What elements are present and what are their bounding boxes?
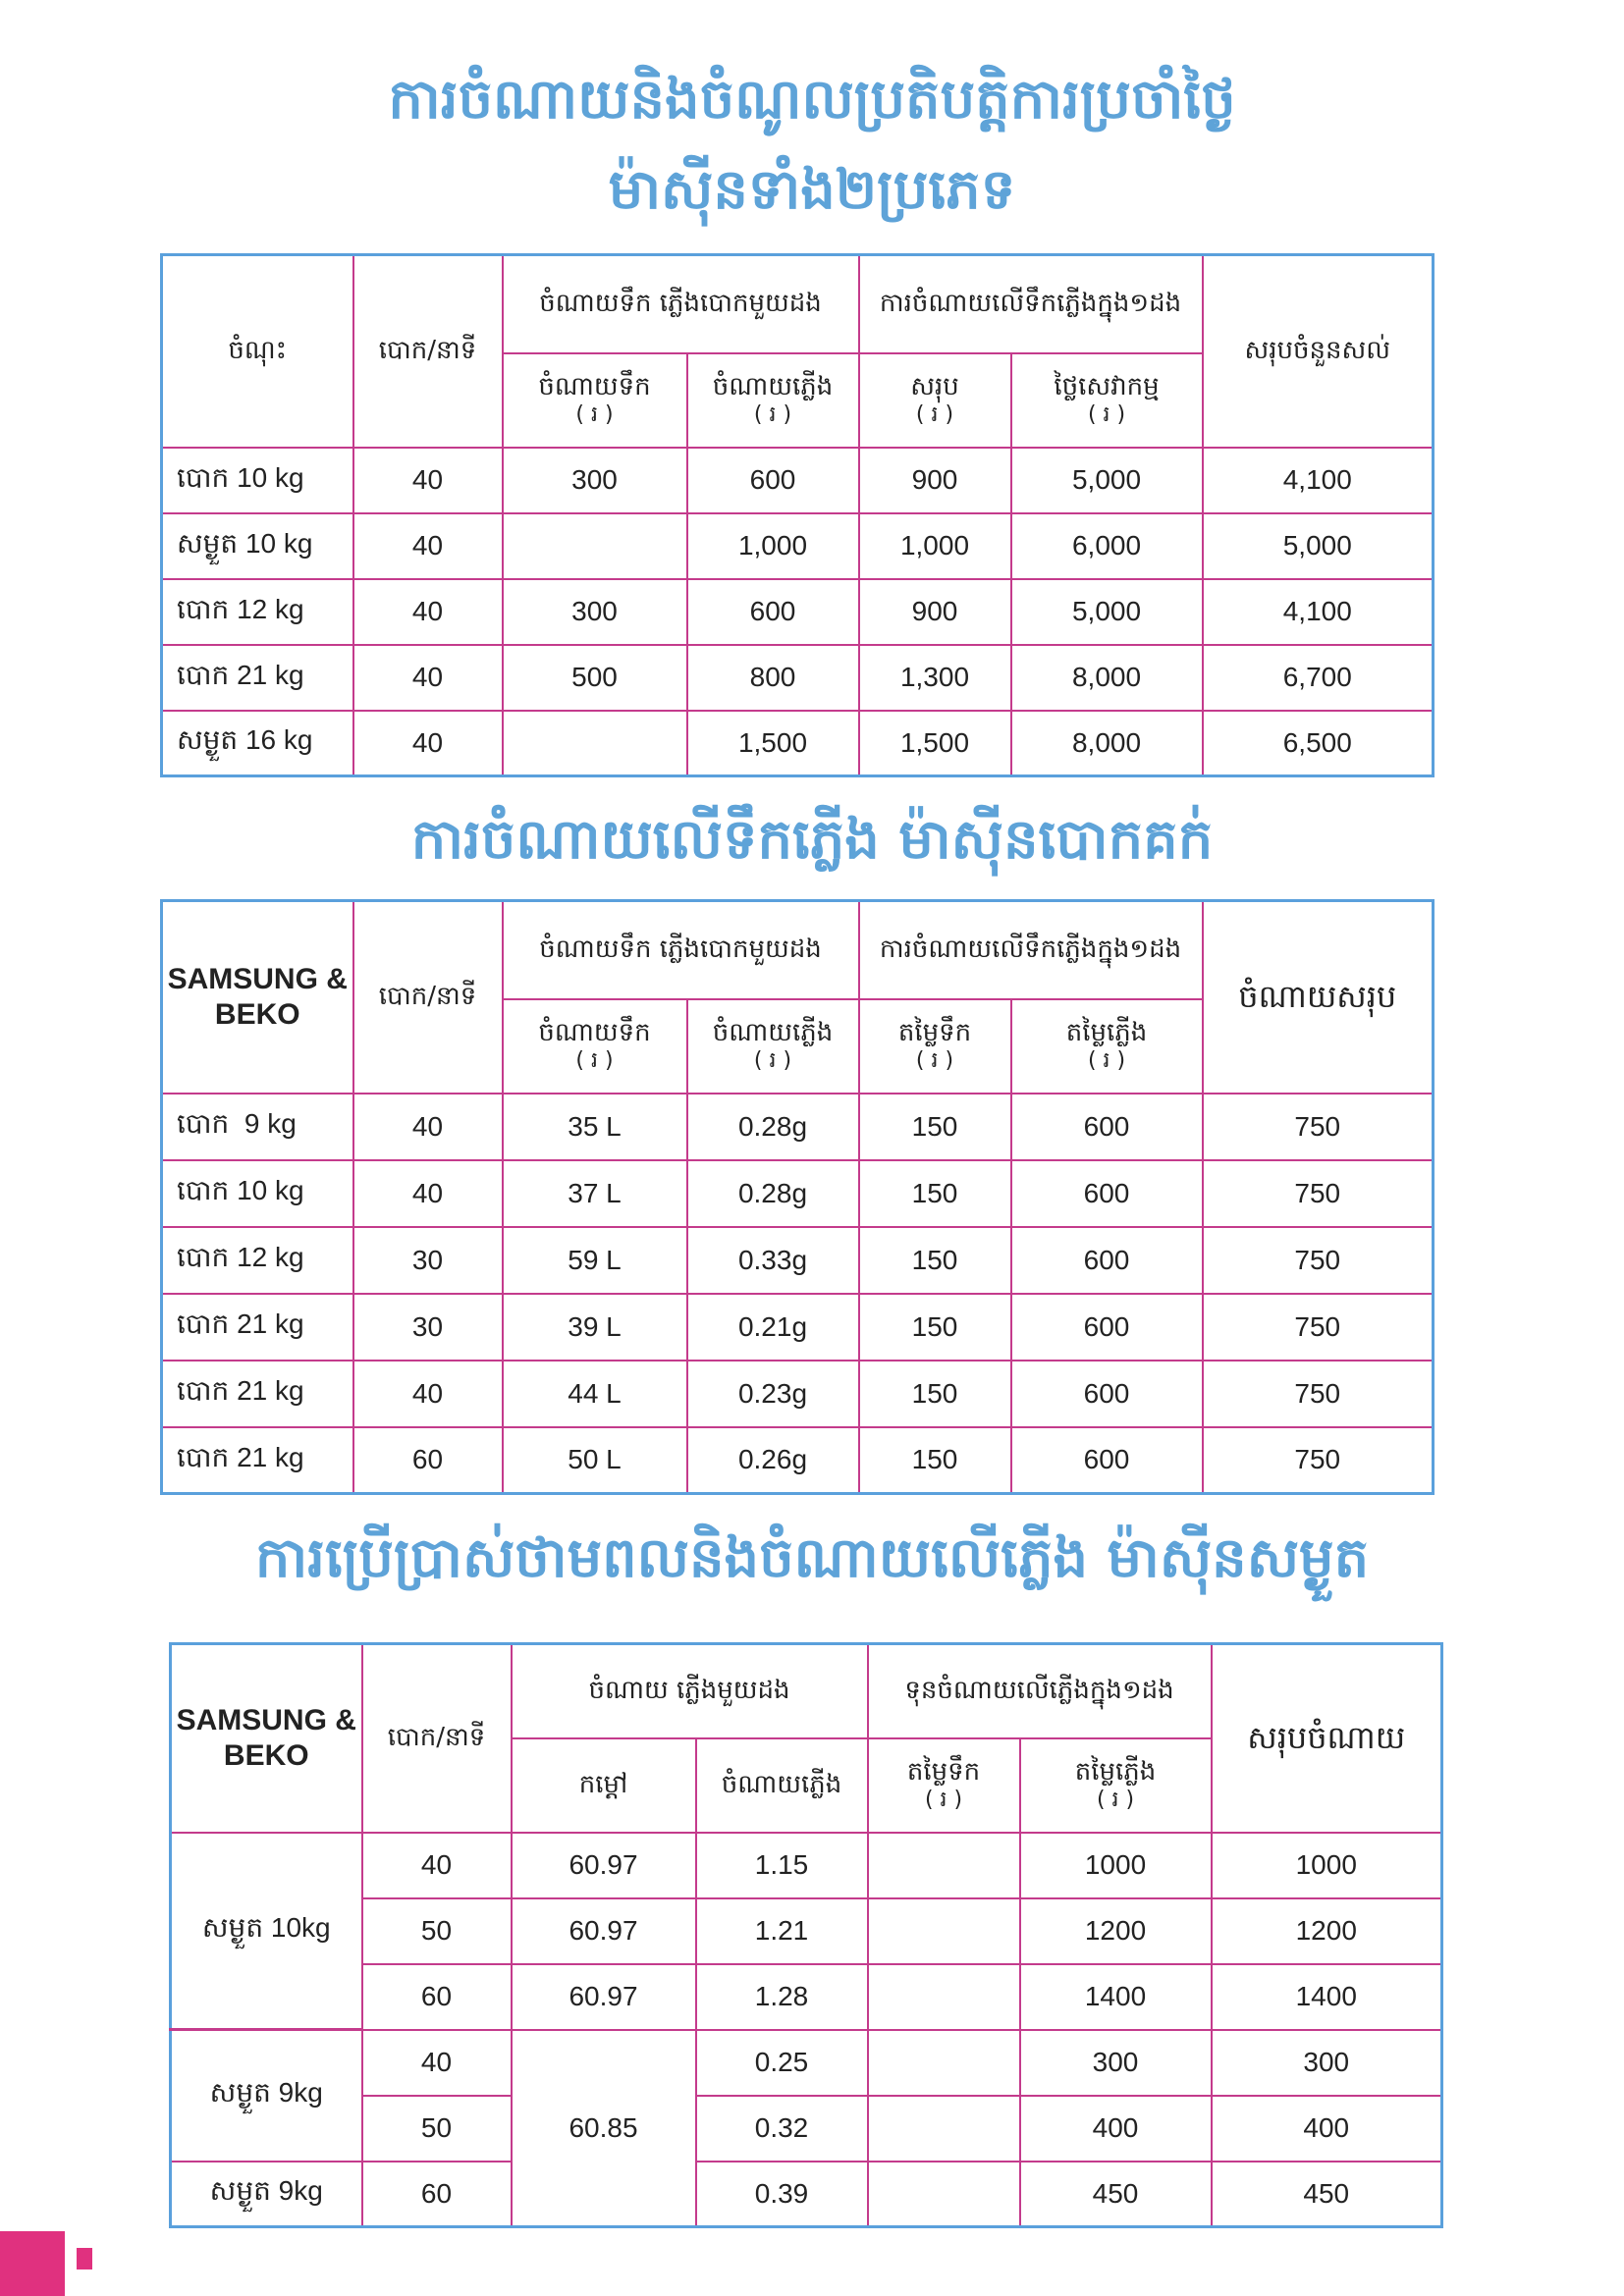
header-brand: SAMSUNG & BEKO bbox=[171, 1644, 362, 1833]
dryer-energy-table bbox=[169, 1642, 1443, 2228]
cell-water: 44 L bbox=[503, 1361, 687, 1427]
cell-sum: 1,000 bbox=[859, 513, 1011, 579]
cell-total: 400 bbox=[1212, 2096, 1442, 2162]
unit-label: ( រ ) bbox=[924, 1787, 963, 1812]
cell-total: 750 bbox=[1203, 1361, 1434, 1427]
cell-water bbox=[503, 711, 687, 776]
cell-power: 0.39 bbox=[696, 2162, 868, 2227]
cell-water: 500 bbox=[503, 645, 687, 711]
unit-label: ( រ ) bbox=[753, 1047, 792, 1073]
cell-item: បោក 12 kg bbox=[162, 1227, 353, 1294]
cell-item: បោក 12 kg bbox=[162, 579, 353, 645]
header-wash-minutes: បោក/នាទី bbox=[353, 255, 503, 448]
table-row bbox=[171, 1898, 1442, 1964]
cell-power: 1.21 bbox=[696, 1898, 868, 1964]
cell-water: 37 L bbox=[503, 1160, 687, 1227]
header-sum-label: សរុប bbox=[910, 371, 959, 401]
cell-water-price: 150 bbox=[859, 1160, 1011, 1227]
header-wash-minutes: បោក/នាទី bbox=[362, 1644, 512, 1833]
cell-sum: 1,500 bbox=[859, 711, 1011, 776]
cell-power: 0.28g bbox=[687, 1094, 859, 1160]
table-row bbox=[171, 2030, 1442, 2096]
cell-power: 0.26g bbox=[687, 1427, 859, 1494]
cell-power: 600 bbox=[687, 579, 859, 645]
corner-accent bbox=[0, 2231, 65, 2296]
cell-water: 300 bbox=[503, 579, 687, 645]
cell-minutes: 40 bbox=[353, 711, 503, 776]
cell-water bbox=[503, 513, 687, 579]
cell-item: សម្ងួត 16 kg bbox=[162, 711, 353, 776]
cell-power-price: 600 bbox=[1011, 1294, 1203, 1361]
cell-water-price: 150 bbox=[859, 1427, 1011, 1494]
cell-total: 1000 bbox=[1212, 1833, 1442, 1898]
cell-water: 39 L bbox=[503, 1294, 687, 1361]
cell-power: 0.33g bbox=[687, 1227, 859, 1294]
cell-power-price: 1400 bbox=[1020, 1964, 1212, 2030]
unit-label: ( រ ) bbox=[575, 401, 614, 427]
cell-power-price: 450 bbox=[1020, 2162, 1212, 2227]
cell-minutes: 50 bbox=[362, 2096, 512, 2162]
header-water-price bbox=[868, 1738, 1020, 1833]
cell-power: 1,000 bbox=[687, 513, 859, 579]
cell-minutes: 40 bbox=[362, 1833, 512, 1898]
header-per-dry-cost: ចំណាយ ភ្លើងមួយដង bbox=[512, 1644, 868, 1738]
table-row bbox=[162, 1094, 1434, 1160]
table-row bbox=[162, 1227, 1434, 1294]
cell-sum: 1,300 bbox=[859, 645, 1011, 711]
cell-power: 0.25 bbox=[696, 2030, 868, 2096]
cell-power-price: 600 bbox=[1011, 1227, 1203, 1294]
cell-item: បោក 10 kg bbox=[162, 448, 353, 513]
cell-minutes: 40 bbox=[353, 1094, 503, 1160]
cell-service: 8,000 bbox=[1011, 645, 1203, 711]
cell-heat-merged: 60.85 bbox=[512, 2030, 696, 2227]
cell-power-price: 1200 bbox=[1020, 1898, 1212, 1964]
header-power: ចំណាយភ្លើង bbox=[696, 1738, 868, 1833]
header-per-wash-cost: ចំណាយទឹក ភ្លើងបោកមួយដង bbox=[503, 901, 859, 999]
header-utility-cost: ការចំណាយលើទឹកភ្លើងក្នុង១ដង bbox=[859, 901, 1203, 999]
header-power-label: ចំណាយភ្លើង bbox=[712, 371, 834, 401]
cell-power: 600 bbox=[687, 448, 859, 513]
washer-utility-table bbox=[160, 899, 1435, 1495]
cell-service: 6,000 bbox=[1011, 513, 1203, 579]
cell-water-price bbox=[868, 2096, 1020, 2162]
header-sum bbox=[859, 353, 1011, 448]
header-power-price bbox=[1011, 999, 1203, 1094]
cell-water: 59 L bbox=[503, 1227, 687, 1294]
cell-water-price bbox=[868, 1898, 1020, 1964]
header-service-label: ថ្លៃសេវាកម្ម bbox=[1054, 371, 1160, 401]
cell-item: បោក 9 kg bbox=[162, 1094, 353, 1160]
table-row bbox=[171, 2096, 1442, 2162]
header-heat: កម្តៅ bbox=[512, 1738, 696, 1833]
corner-accent-small bbox=[77, 2248, 92, 2269]
cell-minutes: 50 bbox=[362, 1898, 512, 1964]
cell-power: 0.21g bbox=[687, 1294, 859, 1361]
cell-total: 1400 bbox=[1212, 1964, 1442, 2030]
header-power-price-label: តម្លៃភ្លើង bbox=[1065, 1017, 1148, 1047]
header-water-price bbox=[859, 999, 1011, 1094]
header-water-label: ចំណាយទឹក bbox=[538, 371, 651, 401]
cell-water-price bbox=[868, 2030, 1020, 2096]
cell-water-price: 150 bbox=[859, 1094, 1011, 1160]
header-service bbox=[1011, 353, 1203, 448]
cell-power-price: 1000 bbox=[1020, 1833, 1212, 1898]
cell-service: 8,000 bbox=[1011, 711, 1203, 776]
cell-power: 0.28g bbox=[687, 1160, 859, 1227]
header-water bbox=[503, 353, 687, 448]
cell-water-price bbox=[868, 1964, 1020, 2030]
cell-total: 4,100 bbox=[1203, 579, 1434, 645]
cell-item: បោក 21 kg bbox=[162, 645, 353, 711]
cell-minutes: 40 bbox=[353, 448, 503, 513]
cell-minutes: 30 bbox=[353, 1294, 503, 1361]
cell-heat: 60.97 bbox=[512, 1833, 696, 1898]
header-power bbox=[687, 999, 859, 1094]
cell-power-price: 600 bbox=[1011, 1361, 1203, 1427]
header-total-cost: ចំណាយសរុប bbox=[1203, 901, 1434, 1094]
cell-total: 750 bbox=[1203, 1294, 1434, 1361]
table-row bbox=[162, 1160, 1434, 1227]
table-row bbox=[162, 1427, 1434, 1494]
cell-service: 5,000 bbox=[1011, 448, 1203, 513]
unit-label: ( រ ) bbox=[1087, 401, 1126, 427]
table-row bbox=[162, 448, 1434, 513]
cell-minutes: 40 bbox=[353, 645, 503, 711]
cell-total: 450 bbox=[1212, 2162, 1442, 2227]
cell-item: បោក 21 kg bbox=[162, 1294, 353, 1361]
cell-total: 6,700 bbox=[1203, 645, 1434, 711]
cell-minutes: 60 bbox=[362, 2162, 512, 2227]
cell-total: 300 bbox=[1212, 2030, 1442, 2096]
cell-power-price: 300 bbox=[1020, 2030, 1212, 2096]
cell-total: 5,000 bbox=[1203, 513, 1434, 579]
cell-group-dryer-10kg: សម្ងួត 10kg bbox=[171, 1833, 362, 2030]
cell-water-price bbox=[868, 1833, 1020, 1898]
header-water bbox=[503, 999, 687, 1094]
cell-power-price: 600 bbox=[1011, 1160, 1203, 1227]
header-brand: SAMSUNG & BEKO bbox=[162, 901, 353, 1094]
table-row bbox=[171, 1964, 1442, 2030]
cell-water: 50 L bbox=[503, 1427, 687, 1494]
cell-group-dryer-9kg-b: សម្ងួត 9kg bbox=[171, 2162, 362, 2227]
unit-label: ( រ ) bbox=[1087, 1047, 1126, 1073]
header-water-price-label: តម្លៃទឹក bbox=[897, 1017, 972, 1047]
cell-total: 1200 bbox=[1212, 1898, 1442, 1964]
daily-operation-table bbox=[160, 253, 1435, 777]
cell-power-price: 600 bbox=[1011, 1427, 1203, 1494]
cell-power: 0.32 bbox=[696, 2096, 868, 2162]
cell-total: 6,500 bbox=[1203, 711, 1434, 776]
page-title-line2: ម៉ាស៊ីនទាំង២ប្រភេទ bbox=[608, 158, 1016, 222]
cell-power: 1.28 bbox=[696, 1964, 868, 2030]
cell-sum: 900 bbox=[859, 579, 1011, 645]
cell-power: 0.23g bbox=[687, 1361, 859, 1427]
header-water-price-label: តម្លៃទឹក bbox=[906, 1756, 981, 1787]
header-power-label: ចំណាយភ្លើង bbox=[712, 1017, 834, 1047]
header-remaining-total: សរុបចំនួនសល់ bbox=[1203, 255, 1434, 448]
cell-water-price bbox=[868, 2162, 1020, 2227]
table-row bbox=[162, 645, 1434, 711]
cell-minutes: 60 bbox=[362, 1964, 512, 2030]
header-water-label: ចំណាយទឹក bbox=[538, 1017, 651, 1047]
table-row bbox=[162, 1361, 1434, 1427]
unit-label: ( រ ) bbox=[753, 401, 792, 427]
cell-item: បោក 21 kg bbox=[162, 1427, 353, 1494]
cell-total: 750 bbox=[1203, 1227, 1434, 1294]
cell-item: បោក 10 kg bbox=[162, 1160, 353, 1227]
cell-power: 800 bbox=[687, 645, 859, 711]
cell-water: 300 bbox=[503, 448, 687, 513]
unit-label: ( រ ) bbox=[915, 401, 954, 427]
cell-total: 750 bbox=[1203, 1160, 1434, 1227]
cell-sum: 900 bbox=[859, 448, 1011, 513]
cell-minutes: 40 bbox=[362, 2030, 512, 2096]
cell-total: 4,100 bbox=[1203, 448, 1434, 513]
cell-total: 750 bbox=[1203, 1427, 1434, 1494]
cell-heat: 60.97 bbox=[512, 1964, 696, 2030]
table-row bbox=[162, 579, 1434, 645]
header-total-cost: សរុបចំណាយ bbox=[1212, 1644, 1442, 1833]
cell-item: បោក 21 kg bbox=[162, 1361, 353, 1427]
cell-water-price: 150 bbox=[859, 1227, 1011, 1294]
table-row bbox=[162, 513, 1434, 579]
cell-minutes: 40 bbox=[353, 1160, 503, 1227]
table-row bbox=[162, 711, 1434, 776]
header-energy-cost: ទុនចំណាយលើភ្លើងក្នុង១ដង bbox=[868, 1644, 1212, 1738]
table-row bbox=[162, 1294, 1434, 1361]
unit-label: ( រ ) bbox=[915, 1047, 954, 1073]
cell-total: 750 bbox=[1203, 1094, 1434, 1160]
cell-service: 5,000 bbox=[1011, 579, 1203, 645]
header-item: ចំណុះ bbox=[162, 255, 353, 448]
cell-power: 1,500 bbox=[687, 711, 859, 776]
cell-minutes: 40 bbox=[353, 1361, 503, 1427]
header-utility-cost: ការចំណាយលើទឹកភ្លើងក្នុង១ដង bbox=[859, 255, 1203, 353]
cell-water-price: 150 bbox=[859, 1294, 1011, 1361]
unit-label: ( រ ) bbox=[1096, 1787, 1135, 1812]
cell-power-price: 400 bbox=[1020, 2096, 1212, 2162]
section-title-washer: ការចំណាយលើទឹកភ្លើង ម៉ាស៊ីនបោកគក់ bbox=[410, 808, 1214, 872]
cell-heat: 60.97 bbox=[512, 1898, 696, 1964]
header-power-price bbox=[1020, 1738, 1212, 1833]
cell-water: 35 L bbox=[503, 1094, 687, 1160]
section-title-dryer: ការប្រើប្រាស់ថាមពលនិងចំណាយលើភ្លើង ម៉ាស៊ីនសម្ងួត bbox=[254, 1526, 1370, 1590]
cell-minutes: 40 bbox=[353, 579, 503, 645]
page-title-line1: ការចំណាយនិងចំណូលប្រតិបត្តិការប្រចាំថ្ងៃ bbox=[388, 68, 1236, 132]
cell-water-price: 150 bbox=[859, 1361, 1011, 1427]
cell-power-price: 600 bbox=[1011, 1094, 1203, 1160]
header-wash-minutes: បោក/នាទី bbox=[353, 901, 503, 1094]
header-power-price-label: តម្លៃភ្លើង bbox=[1074, 1756, 1157, 1787]
header-per-wash-cost: ចំណាយទឹក ភ្លើងបោកមួយដង bbox=[503, 255, 859, 353]
cell-minutes: 60 bbox=[353, 1427, 503, 1494]
table-row bbox=[171, 1833, 1442, 1898]
cell-group-dryer-9kg: សម្ងួត 9kg bbox=[171, 2030, 362, 2162]
cell-minutes: 40 bbox=[353, 513, 503, 579]
unit-label: ( រ ) bbox=[575, 1047, 614, 1073]
cell-minutes: 30 bbox=[353, 1227, 503, 1294]
table-row bbox=[171, 2162, 1442, 2227]
cell-power: 1.15 bbox=[696, 1833, 868, 1898]
header-power bbox=[687, 353, 859, 448]
cell-item: សម្ងួត 10 kg bbox=[162, 513, 353, 579]
